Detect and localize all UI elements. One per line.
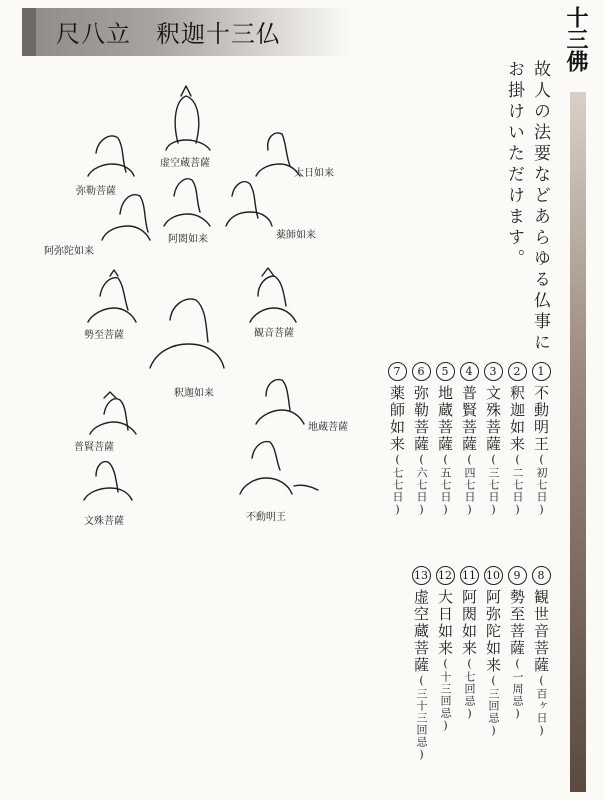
item-period: (五七日) [439,453,452,517]
item-number: 8 [532,566,551,585]
intro-line-2: お掛けいただけます。 [504,60,524,270]
item-number: 4 [460,362,479,381]
item-period: (十三回忌) [439,657,452,733]
jizo-figure [256,380,304,424]
label-kokuzo: 虚空蔵菩薩 [160,158,210,169]
kannon-figure [250,268,296,322]
label-monju: 文殊菩薩 [84,516,124,527]
label-ashuku: 阿閦如来 [168,234,208,245]
item-number: 5 [436,362,455,381]
monju-figure [84,462,132,500]
label-seishi: 勢至菩薩 [84,330,124,341]
item-period: (初七日) [535,453,548,517]
item-period: (百ヶ日) [535,674,548,738]
intro-line-1: 故人の法要などあらゆる仏事に [530,60,550,354]
item-period: (一周忌) [511,657,524,721]
label-yakushi: 薬師如来 [276,230,316,241]
item-number: 1 [532,362,551,381]
item-name: 虚空蔵菩薩 [412,589,430,674]
item-number: 13 [412,566,431,585]
label-amida: 阿弥陀如来 [44,246,94,257]
item-number: 7 [388,362,407,381]
item-period: (三回忌) [487,674,500,738]
item-name: 薬師如来 [388,385,406,453]
item-name: 地蔵菩薩 [436,385,454,453]
item-number: 3 [484,362,503,381]
label-fudo: 不動明王 [246,512,286,523]
item-period: (七七日) [391,453,404,517]
item-number: 11 [460,566,479,585]
ashuku-figure [164,179,210,226]
side-title: 十三佛 [563,6,589,72]
label-shaka: 釈迦如来 [174,388,214,399]
item-number: 9 [508,566,527,585]
item-period: (四七日) [463,453,476,517]
item-period: (七回忌) [463,657,476,721]
fugen-figure [90,392,136,434]
item-name: 観世音菩薩 [532,589,550,674]
label-jizo: 地蔵菩薩 [308,422,348,433]
item-name: 文殊菩薩 [484,385,502,453]
amida-figure [102,195,150,240]
item-period: (三七日) [487,453,500,517]
page-title: 尺八立 釈迦十三仏 [56,20,281,48]
kokuzo-figure [166,86,210,150]
item-name: 普賢菩薩 [460,385,478,453]
item-name: 勢至菩薩 [508,589,526,657]
item-name: 弥勒菩薩 [412,385,430,453]
item-number: 12 [436,566,455,585]
item-name: 不動明王 [532,385,550,453]
label-miroku: 弥勒菩薩 [76,186,116,197]
item-number: 2 [508,362,527,381]
seishi-figure [88,270,136,322]
item-period: (六七日) [415,453,428,517]
item-name: 阿閦如来 [460,589,478,657]
fudo-figure [240,442,318,494]
item-name: 阿弥陀如来 [484,589,502,674]
item-number: 6 [412,362,431,381]
label-fugen: 普賢菩薩 [74,442,114,453]
shaka-figure [150,299,224,368]
item-name: 大日如来 [436,589,454,657]
label-kannon: 観音菩薩 [254,328,294,339]
item-period: (三十三回忌) [415,674,428,762]
miroku-figure [88,136,134,176]
item-number: 10 [484,566,503,585]
item-name: 釈迦如来 [508,385,526,453]
yakushi-figure [226,182,272,226]
label-dainichi: 大日如来 [294,168,334,179]
item-period: (二七日) [511,453,524,517]
